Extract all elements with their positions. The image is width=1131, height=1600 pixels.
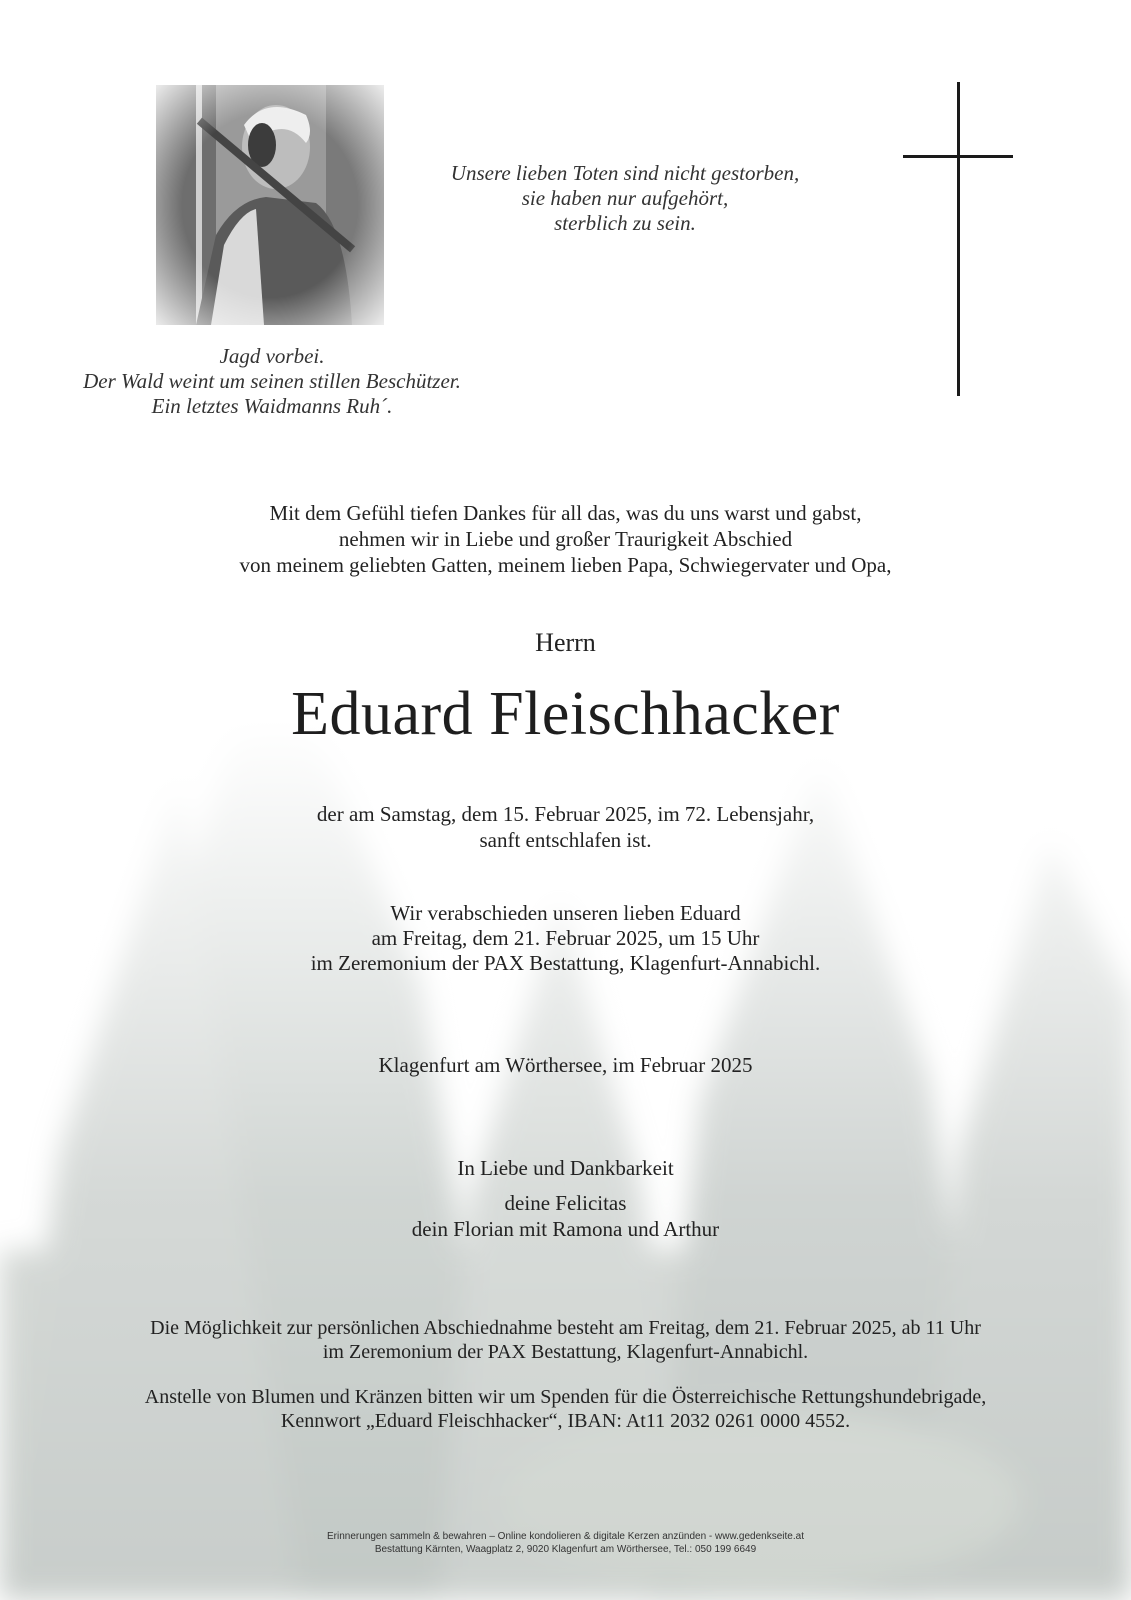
farewell-line: Wir verabschieden unseren lieben Eduard (390, 901, 741, 925)
death-line: sanft entschlafen ist. (479, 828, 652, 852)
donation-line: Kennwort „Eduard Fleischhacker“, IBAN: At11 2032 0261 0000 4552. (280, 1410, 851, 1432)
signer-line: deine Felicitas (504, 1191, 627, 1215)
donation-line: Anstelle von Blumen und Kränzen bitten wir um Spenden für die Österreichische Rettungshundebrigade, (144, 1386, 987, 1408)
salutation: Herrn (535, 628, 596, 657)
intro-text (0, 500, 1131, 578)
hunt-verse-line: Jagd vorbei. (219, 344, 325, 368)
hunt-verse (52, 344, 492, 419)
footer (0, 1530, 1131, 1556)
viewing-line: im Zeremonium der PAX Bestattung, Klagenfurt-Annabichl. (322, 1341, 809, 1363)
farewell-notice (0, 901, 1131, 976)
death-line: der am Samstag, dem 15. Februar 2025, im 72. Lebensjahr, (316, 802, 815, 826)
quote-line: sterblich zu sein. (554, 211, 696, 235)
intro-line: Mit dem Gefühl tiefen Dankes für all das, was du uns warst und gabst, (269, 501, 862, 525)
quote-line: Unsere lieben Toten sind nicht gestorben, (450, 161, 800, 185)
hunt-verse-line: Der Wald weint um seinen stillen Beschützer. (83, 369, 461, 393)
cross-icon (903, 82, 1013, 396)
footer-line: Erinnerungen sammeln & bewahren – Online kondolieren & digitale Kerzen anzünden - www.gedenkseite.at (327, 1531, 804, 1542)
farewell-line: am Freitag, dem 21. Februar 2025, um 15 Uhr (371, 926, 760, 950)
viewing-line: Die Möglichkeit zur persönlichen Abschiednahme besteht am Freitag, dem 21. Februar 2025, ab 11 Uhr (150, 1317, 981, 1339)
deceased-name: Eduard Fleischhacker (291, 680, 840, 748)
death-notice (0, 801, 1131, 853)
viewing-notice (0, 1316, 1131, 1364)
farewell-line: im Zeremonium der PAX Bestattung, Klagenfurt-Annabichl. (310, 951, 821, 975)
closing-line: In Liebe und Dankbarkeit (457, 1156, 674, 1180)
footer-line: Bestattung Kärnten, Waagplatz 2, 9020 Klagenfurt am Wörthersee, Tel.: 050 199 6649 (374, 1544, 757, 1555)
donation-notice (0, 1385, 1131, 1433)
intro-line: von meinem geliebten Gatten, meinem lieben Papa, Schwiegervater und Opa, (239, 553, 892, 577)
signer-line: dein Florian mit Ramona und Arthur (411, 1217, 720, 1241)
portrait-photo (156, 85, 384, 325)
signers (0, 1190, 1131, 1242)
intro-line: nehmen wir in Liebe und großer Traurigkeit Abschied (338, 527, 793, 551)
memorial-quote (420, 161, 830, 236)
hunt-verse-line: Ein letztes Waidmanns Ruh´. (151, 394, 393, 418)
place-date: Klagenfurt am Wörthersee, im Februar 2025 (378, 1053, 753, 1077)
quote-line: sie haben nur aufgehört, (521, 186, 729, 210)
